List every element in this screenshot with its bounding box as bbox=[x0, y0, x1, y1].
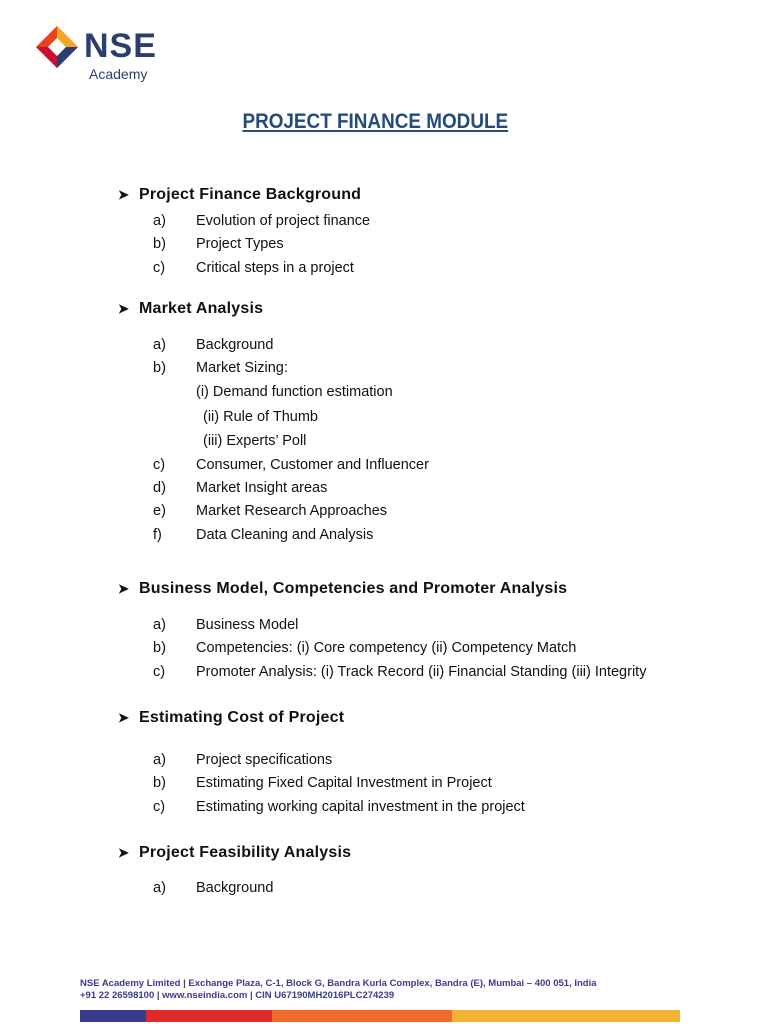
footer-line-1: NSE Academy Limited | Exchange Plaza, C-1, Block G, Bandra Kurla Complex, Bandra (E), Mumbai – 400 051, India bbox=[80, 978, 597, 989]
list-item bbox=[153, 774, 492, 792]
footer-address bbox=[80, 978, 597, 1002]
list-item-letter: b) bbox=[153, 236, 166, 252]
section-business-model bbox=[118, 579, 738, 680]
list-item-text: Estimating Fixed Capital Investment in Project bbox=[196, 775, 492, 791]
list-item-text: Project specifications bbox=[196, 752, 333, 768]
bullet-arrow-icon: ➤ bbox=[118, 845, 130, 860]
list-item-text: Critical steps in a project bbox=[196, 260, 354, 276]
logo-subtitle: Academy bbox=[89, 66, 148, 82]
list-item bbox=[153, 879, 273, 897]
list-item-letter: c) bbox=[153, 260, 166, 276]
list-item bbox=[153, 212, 370, 230]
nse-academy-logo bbox=[34, 24, 174, 84]
list-item-text: Market Sizing: bbox=[196, 360, 288, 376]
list-item bbox=[153, 479, 327, 497]
list-item-letter: a) bbox=[153, 617, 166, 633]
list-item-letter: a) bbox=[153, 337, 166, 353]
list-item bbox=[153, 526, 373, 544]
list-item bbox=[153, 751, 332, 769]
sub-list-item: (iii) Experts’ Poll bbox=[203, 433, 307, 449]
bullet-arrow-icon: ➤ bbox=[118, 301, 130, 316]
footer-bar-segment bbox=[80, 1010, 146, 1022]
list-item bbox=[153, 502, 387, 520]
list-item-text: Business Model bbox=[196, 617, 299, 633]
bullet-arrow-icon: ➤ bbox=[118, 187, 130, 202]
section-heading-text: Market Analysis bbox=[139, 300, 264, 317]
footer-bar-segment bbox=[452, 1010, 680, 1022]
page-title: PROJECT FINANCE MODULE bbox=[242, 110, 509, 133]
footer-color-bar bbox=[80, 1010, 680, 1022]
section-heading-text: Project Feasibility Analysis bbox=[139, 844, 352, 861]
sub-list-item: (ii) Rule of Thumb bbox=[203, 409, 318, 425]
section-heading bbox=[118, 185, 738, 205]
list-item-text: Market Research Approaches bbox=[196, 503, 388, 519]
list-item bbox=[153, 639, 576, 657]
list-item-letter: b) bbox=[153, 775, 166, 791]
section-heading-text: Estimating Cost of Project bbox=[139, 709, 345, 726]
footer-bar-segment bbox=[272, 1010, 452, 1022]
list-item-letter: c) bbox=[153, 799, 166, 815]
list-item-letter: d) bbox=[153, 480, 166, 496]
list-item-text: Evolution of project finance bbox=[196, 213, 371, 229]
logo-brand: NSE bbox=[84, 27, 157, 65]
list-item-letter: a) bbox=[153, 213, 166, 229]
list-item-letter: c) bbox=[153, 664, 166, 680]
list-item-text: Background bbox=[196, 337, 274, 353]
list-item bbox=[153, 235, 284, 253]
list-item bbox=[153, 336, 273, 354]
section-heading bbox=[118, 299, 738, 319]
bullet-arrow-icon: ➤ bbox=[118, 710, 130, 725]
list-item bbox=[153, 798, 525, 816]
list-item-text: Background bbox=[196, 880, 274, 896]
list-item-text: Competencies: (i) Core competency (ii) Competency Match bbox=[196, 640, 577, 656]
list-item-text: Consumer, Customer and Influencer bbox=[196, 457, 429, 473]
list-item-letter: e) bbox=[153, 503, 166, 519]
section-heading-text: Business Model, Competencies and Promoter Analysis bbox=[139, 580, 568, 597]
list-item-text: Promoter Analysis: (i) Track Record (ii) Financial Standing (iii) Integrity bbox=[196, 664, 647, 680]
section-heading bbox=[118, 579, 738, 599]
sub-list-item: (i) Demand function estimation bbox=[196, 384, 393, 400]
footer-line-2: +91 22 26598100 | www.nseindia.com | CIN U67190MH2016PLC274239 bbox=[80, 990, 395, 1001]
list-item bbox=[153, 259, 354, 277]
list-item bbox=[153, 359, 288, 377]
list-item-letter: a) bbox=[153, 752, 166, 768]
list-item-letter: f) bbox=[153, 527, 162, 543]
section-market-analysis bbox=[118, 299, 738, 543]
footer-bar-segment bbox=[146, 1010, 272, 1022]
section-heading-text: Project Finance Background bbox=[139, 186, 362, 203]
list-item bbox=[153, 616, 298, 634]
list-item-letter: a) bbox=[153, 880, 166, 896]
list-item bbox=[153, 456, 429, 474]
list-item-text: Market Insight areas bbox=[196, 480, 328, 496]
list-item-text: Estimating working capital investment in the project bbox=[196, 799, 525, 815]
section-project-finance-background bbox=[118, 185, 738, 276]
section-heading bbox=[118, 708, 738, 728]
list-item-text: Data Cleaning and Analysis bbox=[196, 527, 374, 543]
list-item-text: Project Types bbox=[196, 236, 284, 252]
list-item-letter: b) bbox=[153, 360, 166, 376]
section-heading bbox=[118, 843, 738, 863]
bullet-arrow-icon: ➤ bbox=[118, 581, 130, 596]
list-item bbox=[153, 663, 646, 681]
list-item-letter: b) bbox=[153, 640, 166, 656]
section-project-feasibility bbox=[118, 843, 738, 896]
section-estimating-cost bbox=[118, 708, 738, 815]
nse-logo-mark-icon bbox=[34, 24, 80, 70]
list-item-letter: c) bbox=[153, 457, 166, 473]
